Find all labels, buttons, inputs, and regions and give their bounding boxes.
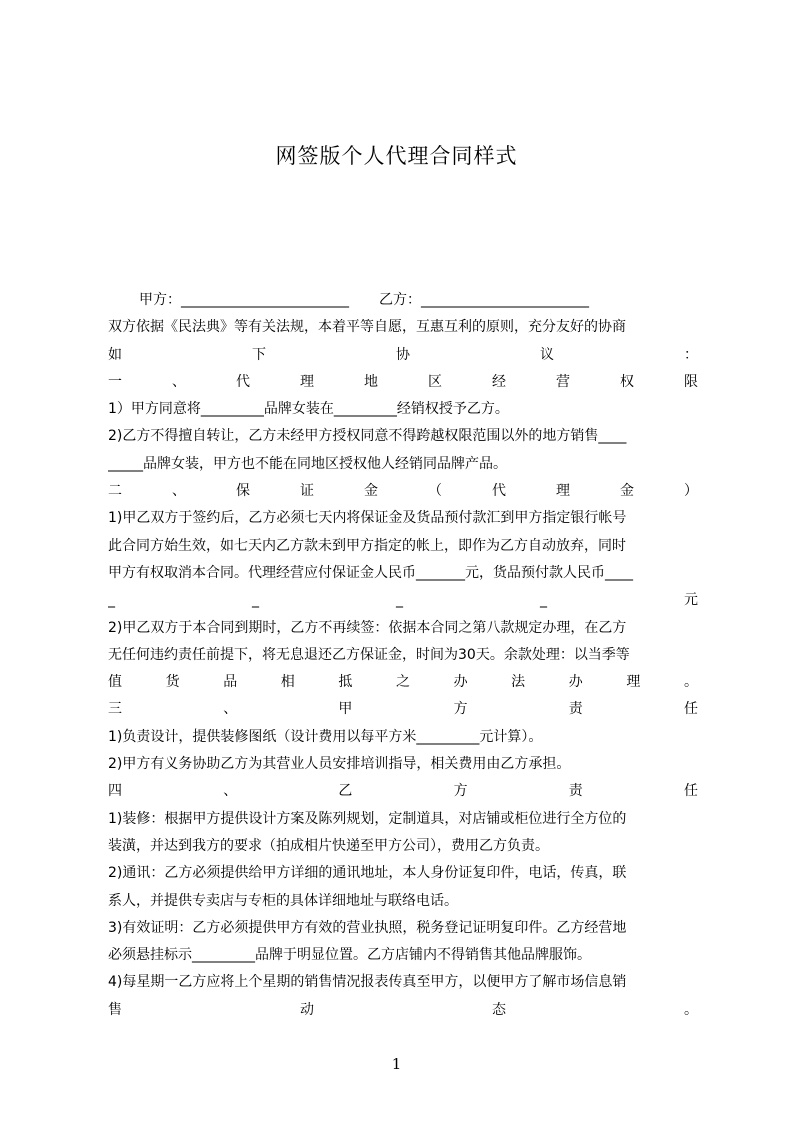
- justified-char: 值: [108, 674, 122, 691]
- parties-line: [108, 287, 698, 314]
- section2-item2-line3: [108, 669, 698, 696]
- heading-char: 方: [453, 783, 468, 800]
- heading-char: 任: [683, 701, 698, 718]
- justified-char: 之: [395, 674, 410, 691]
- section2-item2-line1: 2)甲乙双方于本合同到期时，乙方不再续签：依据本合同之第八款规定办理，在乙方: [108, 619, 627, 636]
- justified-char: 售: [108, 1001, 122, 1018]
- heading-char: 金: [364, 483, 378, 500]
- justified-char: 。: [683, 674, 698, 691]
- heading-char: 甲: [338, 701, 353, 718]
- justified-char: 抵: [338, 674, 353, 691]
- section4-heading: [108, 778, 698, 805]
- heading-char: 、: [172, 483, 186, 500]
- agree-line: [108, 342, 698, 369]
- heading-char: 四: [108, 783, 122, 800]
- heading-char: 责: [568, 701, 583, 718]
- heading-char: 权: [620, 373, 634, 390]
- heading-char: 限: [684, 373, 698, 390]
- document-title: 网签版个人代理合同样式: [275, 144, 518, 168]
- heading-char: 、: [223, 783, 238, 800]
- party-b-field: 乙方：________________________: [379, 292, 589, 308]
- section1-item2-line1: 2)乙方不得擅自转让，乙方未经甲方授权同意不得跨越权限范围以外的地方销售____: [108, 428, 627, 445]
- justified-char: 办: [568, 674, 583, 691]
- section4-item1-line2: 装潢，并达到我方的要求（拍成相片快递至甲方公司），费用乙方负责。: [108, 837, 549, 854]
- section3-item2: 2)甲方有义务协助乙方为其营业人员安排培训指导，相关费用由乙方承担。: [108, 756, 571, 773]
- intro-paragraph: 双方依据《民法典》等有关法规，本着平等自愿，互惠互利的原则，充分友好的协商: [108, 319, 626, 336]
- section4-item3-line1: 3)有效证明：乙方必须提供甲方有效的营业执照，税务登记证明复印件。乙方经营地: [108, 919, 627, 936]
- heading-char: （: [428, 483, 442, 500]
- heading-char: ）: [684, 483, 698, 500]
- heading-char: 方: [453, 701, 468, 718]
- page-number: 1: [391, 1055, 402, 1073]
- justified-char: 动: [300, 1001, 314, 1018]
- heading-char: 保: [236, 483, 250, 500]
- heading-char: 地: [364, 373, 378, 390]
- heading-char: 理: [556, 483, 570, 500]
- heading-char: 金: [620, 483, 634, 500]
- heading-char: 、: [223, 701, 238, 718]
- heading-char: 任: [683, 783, 698, 800]
- section2-item1-line2: 此合同方始生效，如七天内乙方款未到甲方指定的帐上，即作为乙方自动放弃，同时: [108, 537, 626, 554]
- section1-heading: [108, 369, 698, 396]
- section4-item2-line1: 2)通讯：乙方必须提供给甲方详细的通讯地址，本人身份证复印件，电话，传真，联: [108, 865, 627, 882]
- section4-item2-line2: 系人，并提供专卖店与专柜的具体详细地址与联络电话。: [108, 892, 458, 909]
- justified-char: ：: [684, 346, 698, 363]
- heading-char: 营: [556, 373, 570, 390]
- heading-char: 、: [172, 373, 186, 390]
- section4-item3-line2: 必须悬挂标示_________品牌于明显位置。乙方店铺内不得销售其他品牌服饰。: [108, 947, 591, 964]
- heading-char: 乙: [338, 783, 353, 800]
- section4-item1-line1: 1)装修：根据甲方提供设计方案及陈列规划，定制道具，对店铺或柜位进行全方位的: [108, 810, 627, 827]
- justified-char: _: [396, 592, 403, 609]
- justified-char: 相: [280, 674, 295, 691]
- heading-char: 经: [492, 373, 506, 390]
- section3-heading: [108, 696, 698, 723]
- section4-item4-line2: [108, 997, 698, 1024]
- section2-heading: [108, 478, 698, 505]
- heading-char: 理: [300, 373, 314, 390]
- justified-char: 理: [626, 674, 641, 691]
- heading-char: 责: [568, 783, 583, 800]
- justified-char: _: [252, 592, 259, 609]
- justified-char: 货: [165, 674, 180, 691]
- justified-char: _: [540, 592, 547, 609]
- justified-char: 元: [684, 592, 698, 609]
- justified-char: 法: [511, 674, 526, 691]
- section3-item1: 1)负责设计，提供装修图纸（设计费用以每平方米_________元计算）。: [108, 728, 543, 745]
- justified-char: _: [108, 592, 115, 609]
- justified-char: 办: [453, 674, 468, 691]
- justified-char: 下: [252, 346, 266, 363]
- party-a-field: 甲方：________________________: [139, 292, 349, 308]
- section2-item1-line1: 1)甲乙双方于签约后，乙方必须七天内将保证金及货品预付款汇到甲方指定银行帐号: [108, 510, 627, 527]
- heading-char: 区: [428, 373, 442, 390]
- heading-char: 代: [236, 373, 250, 390]
- justified-char: 态: [492, 1001, 506, 1018]
- justified-char: 。: [684, 1001, 698, 1018]
- contract-body: [108, 287, 698, 1024]
- section1-item2-line2: _____品牌女装，甲方也不能在同地区授权他人经销同品牌产品。: [108, 455, 507, 472]
- heading-char: 代: [492, 483, 506, 500]
- justified-char: 品: [223, 674, 238, 691]
- justified-char: 协: [396, 346, 410, 363]
- section2-item1-line4: [108, 587, 698, 614]
- heading-char: 三: [108, 701, 122, 718]
- heading-char: 一: [108, 373, 122, 390]
- section4-item4-line1: 4)每星期一乙方应将上个星期的销售情况报表传真至甲方，以便甲方了解市场信息销: [108, 974, 627, 991]
- section2-item2-line2: 无任何违约责任前提下，将无息退还乙方保证金，时间为30天。余款处理：以当季等: [108, 646, 630, 663]
- section2-item1-line3: 甲方有权取消本合同。代理经营应付保证金人民币_______元，货品预付款人民币____: [108, 564, 633, 581]
- justified-char: 议: [540, 346, 554, 363]
- heading-char: 证: [300, 483, 314, 500]
- heading-char: 二: [108, 483, 122, 500]
- justified-char: 如: [108, 346, 122, 363]
- section1-item1: 1）甲方同意将_________品牌女装在_________经销权授予乙方。: [108, 401, 509, 418]
